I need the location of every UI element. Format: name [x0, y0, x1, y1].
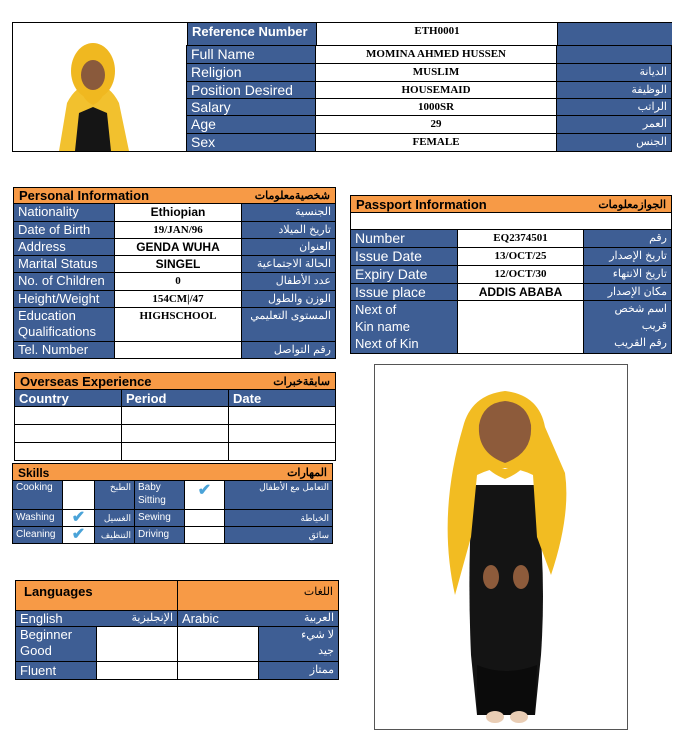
passport-row-label-text: Issue place — [355, 284, 426, 300]
personal-row-label — [13, 272, 115, 291]
skill-baby-text-1: Baby — [138, 482, 161, 493]
overseas-cell — [228, 442, 336, 461]
overseas-cell — [121, 406, 229, 425]
full-body-photo — [374, 364, 628, 730]
kin-ar-cell — [583, 300, 672, 354]
header-row-label-text: Full Name — [191, 46, 255, 62]
lang-arabic-fluent — [177, 661, 259, 680]
languages-title: Languages — [24, 584, 93, 599]
lang-english-cell — [15, 610, 178, 627]
header-row-value: 1000SR — [315, 98, 557, 116]
header-row-label-text: Age — [191, 116, 216, 132]
skill-baby-check — [184, 480, 225, 510]
personal-row-label — [13, 203, 115, 222]
personal-row-ar — [241, 255, 336, 273]
header-row-value: FEMALE — [315, 133, 557, 152]
header-row-label — [186, 98, 316, 116]
overseas-cell — [14, 442, 122, 461]
skill-driving-ar-text: سائق — [308, 530, 329, 540]
lang-level-labels — [15, 626, 97, 662]
overseas-cell — [228, 424, 336, 443]
personal-row-label-text: Nationality — [18, 204, 79, 219]
skill-baby-check-mark: ✔ — [197, 482, 212, 499]
languages-title-ar: اللغات — [303, 586, 333, 598]
portrait-photo-small — [47, 33, 139, 151]
personal-row-value: SINGEL — [114, 255, 242, 273]
skill-cleaning-check-mark: ✔ — [71, 526, 86, 543]
personal-row-ar-text: المستوى التعليمي — [250, 310, 331, 322]
skill-baby-text-2: Sitting — [138, 495, 166, 506]
skill-washing-text: Washing — [16, 512, 55, 523]
personal-row-ar-text: العنوان — [299, 241, 331, 253]
skill-sewing-ar — [224, 509, 333, 527]
overseas-cell — [121, 424, 229, 443]
header-row-label-text: Salary — [191, 99, 231, 115]
personal-row-label-text: Tel. Number — [18, 342, 89, 357]
lang-arabic-level — [177, 626, 259, 662]
skill-sewing-check — [184, 509, 225, 527]
passport-row-ar — [583, 229, 672, 248]
personal-row-ar — [241, 221, 336, 239]
personal-row-label — [13, 290, 115, 308]
skill-sewing-text: Sewing — [138, 512, 171, 523]
passport-title-bar — [350, 195, 672, 213]
overseas-cell — [14, 424, 122, 443]
personal-row-label-text: Height/Weight — [18, 291, 100, 306]
overseas-cell — [14, 406, 122, 425]
kin-ar-1: اسم شخص — [614, 303, 667, 315]
skill-baby-label — [134, 480, 185, 510]
lang-fluent-ar-cell — [258, 661, 339, 680]
skill-sewing-label — [134, 509, 185, 527]
passport-row-ar-text: رقم — [649, 232, 667, 244]
personal-row-ar-text: رقم التواصل — [273, 344, 331, 356]
personal-row-value — [114, 341, 242, 359]
lang-fluent: Fluent — [20, 663, 57, 678]
kin-value-cell — [457, 300, 584, 354]
passport-row-ar — [583, 247, 672, 266]
skill-baby-ar — [224, 480, 333, 510]
skills-title: Skills — [18, 466, 50, 480]
passport-row-value: 13/OCT/25 — [457, 247, 584, 266]
header-row-ar-text: الديانة — [639, 66, 667, 78]
passport-row-ar-text: تاريخ الإصدار — [609, 250, 667, 262]
header-row-label — [186, 133, 316, 152]
header-row-ar — [556, 115, 672, 134]
skill-cleaning-ar — [94, 526, 135, 544]
passport-title-ar: الجوازمعلومات — [598, 199, 666, 211]
overseas-title: Overseas Experience — [20, 374, 152, 389]
skill-driving-ar — [224, 526, 333, 544]
personal-row-label-text: No. of Children — [18, 273, 105, 288]
personal-title-bar — [13, 187, 336, 204]
overseas-col-country — [14, 389, 122, 407]
personal-title: Personal Information — [19, 188, 150, 203]
skill-driving-check — [184, 526, 225, 544]
personal-row-value: 19/JAN/96 — [114, 221, 242, 239]
header-row-ar — [556, 133, 672, 152]
header-row-ar-text: العمر — [642, 118, 667, 130]
skill-sewing-ar-text: الخياطة — [300, 513, 329, 523]
skill-baby-ar-text: التعامل مع الأطفال — [259, 482, 329, 492]
lang-good: Good — [20, 643, 52, 658]
kin-label-2: Kin name — [355, 319, 410, 334]
overseas-col-period-text: Period — [126, 391, 167, 406]
personal-row-ar — [241, 238, 336, 256]
overseas-cell — [121, 442, 229, 461]
personal-row-label — [13, 238, 115, 256]
skills-title-ar: المهارات — [287, 467, 327, 479]
header-row-label-text: Sex — [191, 134, 216, 150]
skill-washing-ar-text: الغسيل — [103, 513, 131, 523]
skill-washing-ar — [94, 509, 135, 527]
skill-washing-check — [62, 509, 95, 527]
passport-row-value: ADDIS ABABA — [457, 283, 584, 302]
passport-row-value: EQ2374501 — [457, 229, 584, 248]
personal-row-label — [13, 341, 115, 359]
personal-row-label — [13, 255, 115, 273]
personal-row-value: Ethiopian — [114, 203, 242, 222]
kin-ar-2: قريب — [641, 320, 667, 332]
lang-english-ar: الإنجليزية — [131, 612, 173, 624]
passport-row-value: 12/OCT/30 — [457, 265, 584, 284]
lang-arabic-cell — [177, 610, 339, 627]
personal-row-label-text: Education — [18, 308, 76, 323]
personal-row-ar-text: الحالة الاجتماعية — [256, 258, 331, 270]
reference-value: ETH0001 — [316, 23, 558, 55]
personal-row-ar — [241, 307, 336, 342]
overseas-col-country-text: Country — [19, 391, 69, 406]
personal-row-ar-text: عدد الأطفال — [275, 275, 331, 287]
overseas-title-bar — [14, 372, 336, 390]
header-row-value: MOMINA AHMED HUSSEN — [315, 45, 557, 64]
personal-row-ar-text: الجنسية — [295, 206, 331, 218]
personal-row-ar — [241, 290, 336, 308]
passport-row-label-text: Issue Date — [355, 248, 422, 264]
personal-row-ar-text: تاريخ الميلاد — [278, 224, 331, 236]
passport-row-ar-text: مكان الإصدار — [607, 286, 667, 298]
skill-cooking-label — [12, 480, 63, 510]
skill-driving-label — [134, 526, 185, 544]
overseas-col-date-text: Date — [233, 391, 262, 406]
skill-cooking-check — [62, 480, 95, 510]
passport-row-label — [350, 247, 458, 266]
lang-english-level — [96, 626, 178, 662]
personal-row-label-text: Marital Status — [18, 256, 98, 271]
skill-washing-label — [12, 509, 63, 527]
overseas-cell — [228, 406, 336, 425]
skill-cleaning-ar-text: التنظيف — [100, 530, 131, 540]
passport-row-ar-text: تاريخ الانتهاء — [612, 268, 667, 280]
header-row-ar-text: الراتب — [637, 101, 667, 113]
skill-cleaning-text: Cleaning — [16, 529, 56, 540]
lang-level-ar — [258, 626, 339, 662]
lang-beginner: Beginner — [20, 627, 73, 642]
skill-washing-check-mark: ✔ — [71, 509, 86, 526]
passport-row-label — [350, 265, 458, 284]
skill-cooking-text: Cooking — [16, 482, 53, 493]
skill-cleaning-check — [62, 526, 95, 544]
passport-row-ar — [583, 265, 672, 284]
personal-title-ar: شخصيةمعلومات — [254, 190, 330, 202]
header-row-ar-text: الجنس — [636, 136, 667, 148]
personal-row-value: GENDA WUHA — [114, 238, 242, 256]
header-row-label — [186, 81, 316, 99]
personal-row-label — [13, 221, 115, 239]
personal-row-ar — [241, 203, 336, 222]
personal-row-ar — [241, 341, 336, 359]
overseas-title-ar: سابقةخبرات — [273, 376, 330, 388]
personal-row-ar-text: الوزن والطول — [268, 293, 331, 305]
personal-row-value: 0 — [114, 272, 242, 291]
personal-row-label-text: Address — [18, 239, 66, 254]
header-row-ar — [556, 45, 672, 64]
skill-cooking-ar — [94, 480, 135, 510]
lang-english-fluent — [96, 661, 178, 680]
skill-driving-text: Driving — [138, 529, 170, 540]
kin-label-3: Next of Kin — [355, 336, 419, 351]
header-row-ar — [556, 98, 672, 116]
passport-row-label-text: Expiry Date — [355, 266, 428, 282]
personal-row-ar — [241, 272, 336, 291]
lang-fluent-label — [15, 661, 97, 680]
kin-label-cell — [350, 300, 458, 354]
personal-row-label — [13, 307, 115, 342]
passport-title: Passport Information — [356, 197, 487, 212]
lang-fluent-ar: ممتاز — [309, 664, 334, 676]
header-row-label — [186, 115, 316, 134]
lang-arabic: Arabic — [182, 611, 219, 626]
passport-blank-row — [350, 212, 672, 230]
skill-cleaning-label — [12, 526, 63, 544]
skills-title-bar — [12, 463, 333, 481]
header-row-ar-text: الوظيفة — [631, 84, 667, 96]
header-row-label — [186, 45, 316, 64]
header-row-label — [186, 63, 316, 82]
passport-row-label-text: Number — [355, 230, 405, 246]
header-row-ar — [556, 81, 672, 99]
lang-arabic-ar: العربية — [303, 612, 334, 624]
kin-label-1: Next of — [355, 302, 397, 317]
lang-english: English — [20, 611, 63, 626]
reference-label — [187, 23, 317, 42]
header-row-value: 29 — [315, 115, 557, 134]
header-row-label-text: Position Desired — [191, 82, 293, 98]
personal-row-value: 154CM|/47 — [114, 290, 242, 308]
skill-cooking-ar-text: الطبخ — [109, 482, 131, 492]
lang-none-ar: لا شيء — [301, 629, 334, 641]
header-row-value: MUSLIM — [315, 63, 557, 82]
lang-good-ar: جيد — [318, 645, 334, 657]
personal-row-value: HIGHSCHOOL — [114, 307, 242, 342]
overseas-col-date — [228, 389, 336, 407]
languages-title-divider — [177, 580, 178, 611]
header-row-value: HOUSEMAID — [315, 81, 557, 99]
personal-row-label-text: Date of Birth — [18, 222, 91, 237]
header-row-ar — [556, 63, 672, 82]
reference-label-text: Reference Number — [192, 24, 308, 39]
kin-ar-3: رقم القريب — [614, 337, 667, 349]
passport-row-label — [350, 229, 458, 248]
overseas-col-period — [121, 389, 229, 407]
personal-row-label-text-2: Qualifications — [18, 324, 97, 339]
header-row-label-text: Religion — [191, 64, 242, 80]
